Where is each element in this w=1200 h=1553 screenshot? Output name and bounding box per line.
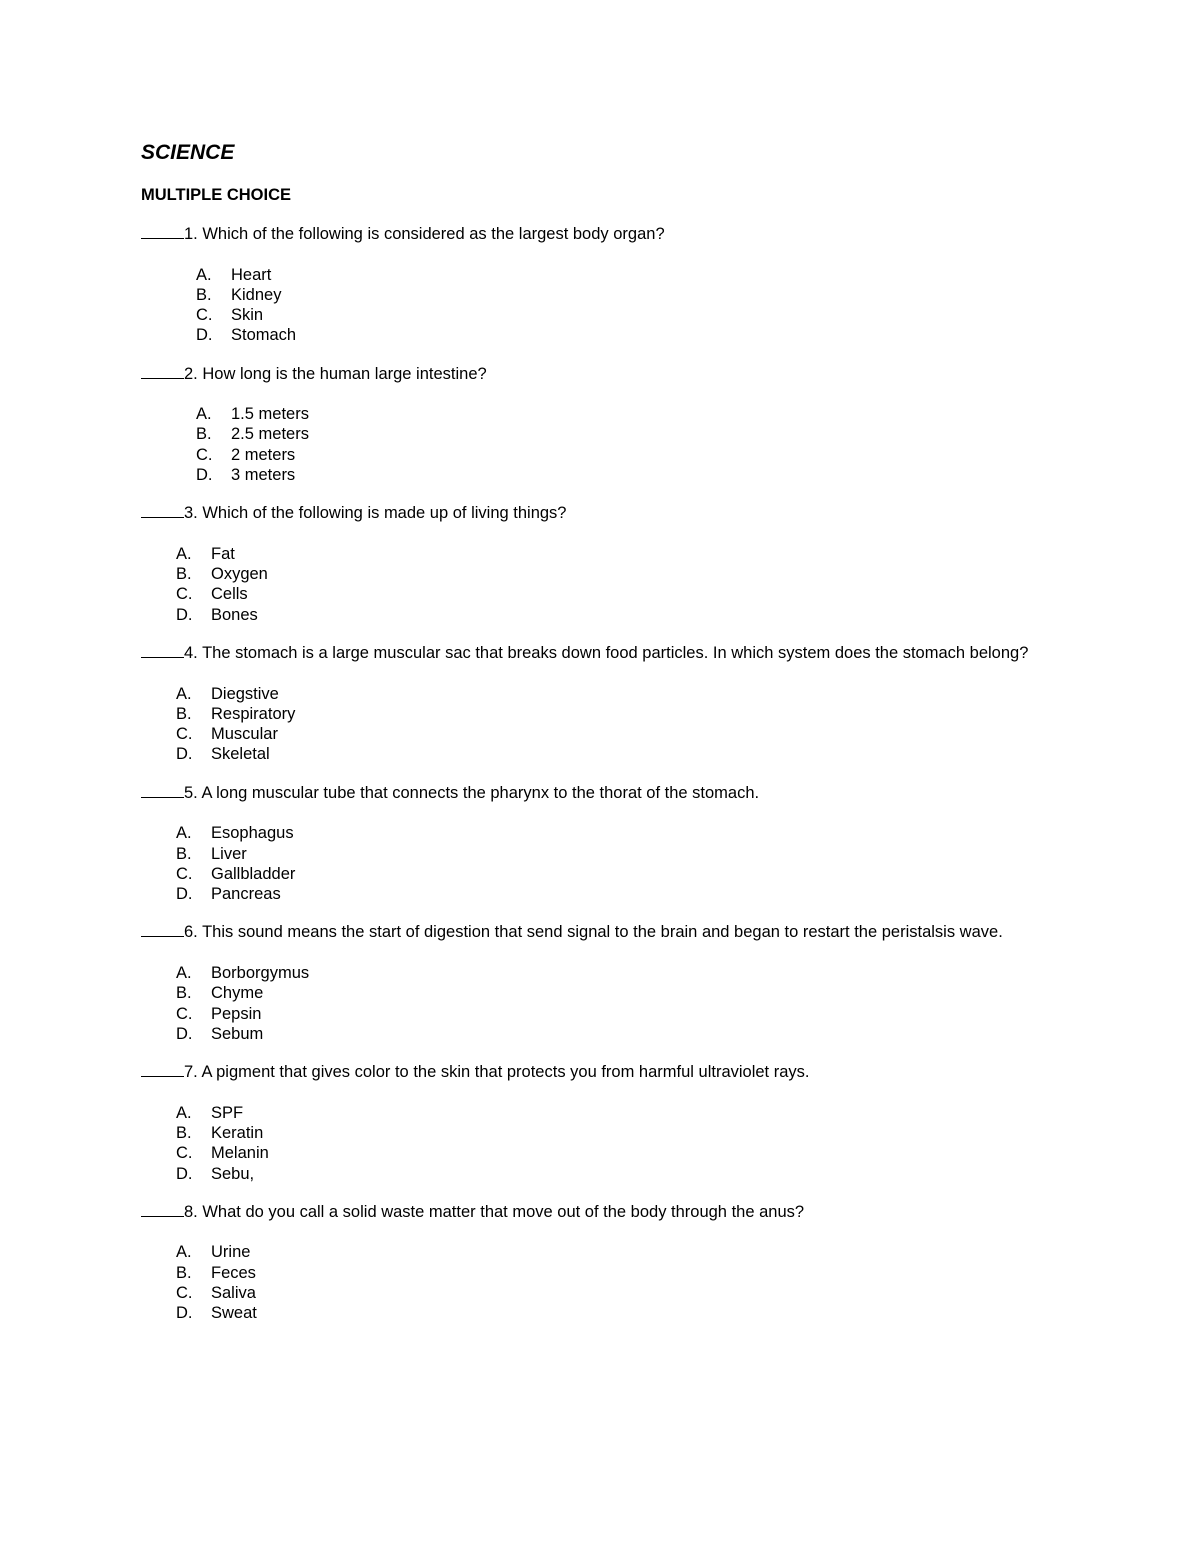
option-a: A. 1.5 meters — [196, 405, 309, 424]
question-stem: Which of the following is considered as the largest body organ? — [202, 225, 665, 243]
document-title: SCIENCE — [141, 141, 235, 164]
question-number: 3. — [184, 504, 198, 523]
question-2 — [141, 364, 1059, 486]
option-list — [141, 963, 1059, 1044]
question-number: 2. — [184, 364, 198, 383]
option-d: D. Sebu, — [176, 1164, 255, 1183]
question-1 — [141, 224, 1059, 346]
option-c: C. Skin — [196, 306, 264, 325]
answer-blank[interactable] — [141, 643, 184, 658]
question-number: 8. — [184, 1202, 198, 1221]
option-a: A. Urine — [176, 1243, 251, 1262]
answer-blank[interactable] — [141, 1062, 184, 1077]
question-text — [141, 1202, 1059, 1223]
option-b: B. Respiratory — [176, 704, 296, 723]
question-stem: This sound means the start of digestion that send signal to the brain and began to restart the peristalsis wave. — [202, 923, 1003, 942]
option-b: B. Chyme — [176, 984, 264, 1003]
question-8 — [141, 1202, 1059, 1324]
answer-blank[interactable] — [141, 224, 184, 239]
option-list — [141, 1103, 1059, 1184]
question-text — [141, 783, 1059, 804]
option-list — [141, 544, 1059, 625]
option-b: B. Feces — [176, 1263, 256, 1282]
question-stem: The stomach is a large muscular sac that breaks down food particles. In which system does the stomach belong? — [202, 644, 1029, 663]
option-b: B. Oxygen — [176, 565, 268, 584]
section-heading: MULTIPLE CHOICE — [141, 186, 292, 204]
option-b: B. Liver — [176, 844, 247, 863]
option-d: D. Sweat — [176, 1304, 257, 1323]
question-text — [141, 1062, 1059, 1083]
option-c: C. Pepsin — [176, 1004, 262, 1023]
question-text — [141, 922, 1059, 943]
question-7 — [141, 1062, 1059, 1184]
question-6 — [141, 922, 1059, 1044]
option-c: C. Gallbladder — [176, 864, 296, 883]
option-a: A. Heart — [196, 265, 272, 284]
option-d: D. Skeletal — [176, 745, 270, 764]
worksheet-page — [141, 139, 1059, 1324]
option-list — [141, 265, 1059, 346]
option-b: B. Keratin — [176, 1123, 264, 1142]
option-c: C. Muscular — [176, 725, 278, 744]
question-number: 1. — [184, 225, 198, 243]
question-3 — [141, 503, 1059, 625]
question-number: 7. — [184, 1063, 198, 1082]
answer-blank[interactable] — [141, 503, 184, 518]
option-a: A. Esophagus — [176, 824, 294, 843]
option-list — [141, 404, 1059, 485]
option-c: C. Melanin — [176, 1144, 269, 1163]
option-list — [141, 684, 1059, 765]
option-d: D. Sebum — [176, 1024, 264, 1043]
question-text — [141, 224, 1059, 245]
question-stem: A long muscular tube that connects the pharynx to the thorat of the stomach. — [201, 783, 760, 802]
option-a: A. Diegstive — [176, 684, 279, 703]
option-d: D. 3 meters — [196, 466, 296, 485]
question-stem: How long is the human large intestine? — [202, 364, 487, 383]
option-a: A. Borborgymus — [176, 963, 310, 982]
question-5 — [141, 783, 1059, 905]
option-c: C. Cells — [176, 585, 248, 604]
answer-blank[interactable] — [141, 783, 184, 798]
question-stem: What do you call a solid waste matter that move out of the body through the anus? — [202, 1202, 805, 1221]
option-list — [141, 1242, 1059, 1323]
option-list — [141, 823, 1059, 904]
question-text — [141, 503, 1059, 524]
question-number: 4. — [184, 644, 198, 663]
option-c: C. Saliva — [176, 1283, 256, 1302]
answer-blank[interactable] — [141, 1202, 184, 1217]
answer-blank[interactable] — [141, 364, 184, 379]
question-4 — [141, 643, 1059, 765]
question-text — [141, 643, 1059, 664]
option-c: C. 2 meters — [196, 445, 296, 464]
answer-blank[interactable] — [141, 922, 184, 937]
question-number: 5. — [184, 783, 198, 802]
question-text — [141, 364, 1059, 385]
option-a: A. SPF — [176, 1103, 244, 1122]
option-b: B. Kidney — [196, 285, 282, 304]
option-d: D. Bones — [176, 605, 258, 624]
question-stem: Which of the following is made up of living things? — [202, 504, 567, 523]
option-b: B. 2.5 meters — [196, 425, 309, 444]
option-a: A. Fat — [176, 544, 235, 563]
option-d: D. Stomach — [196, 326, 297, 345]
question-number: 6. — [184, 923, 198, 942]
option-d: D. Pancreas — [176, 885, 281, 904]
question-stem: A pigment that gives color to the skin that protects you from harmful ultraviolet rays. — [201, 1063, 810, 1082]
